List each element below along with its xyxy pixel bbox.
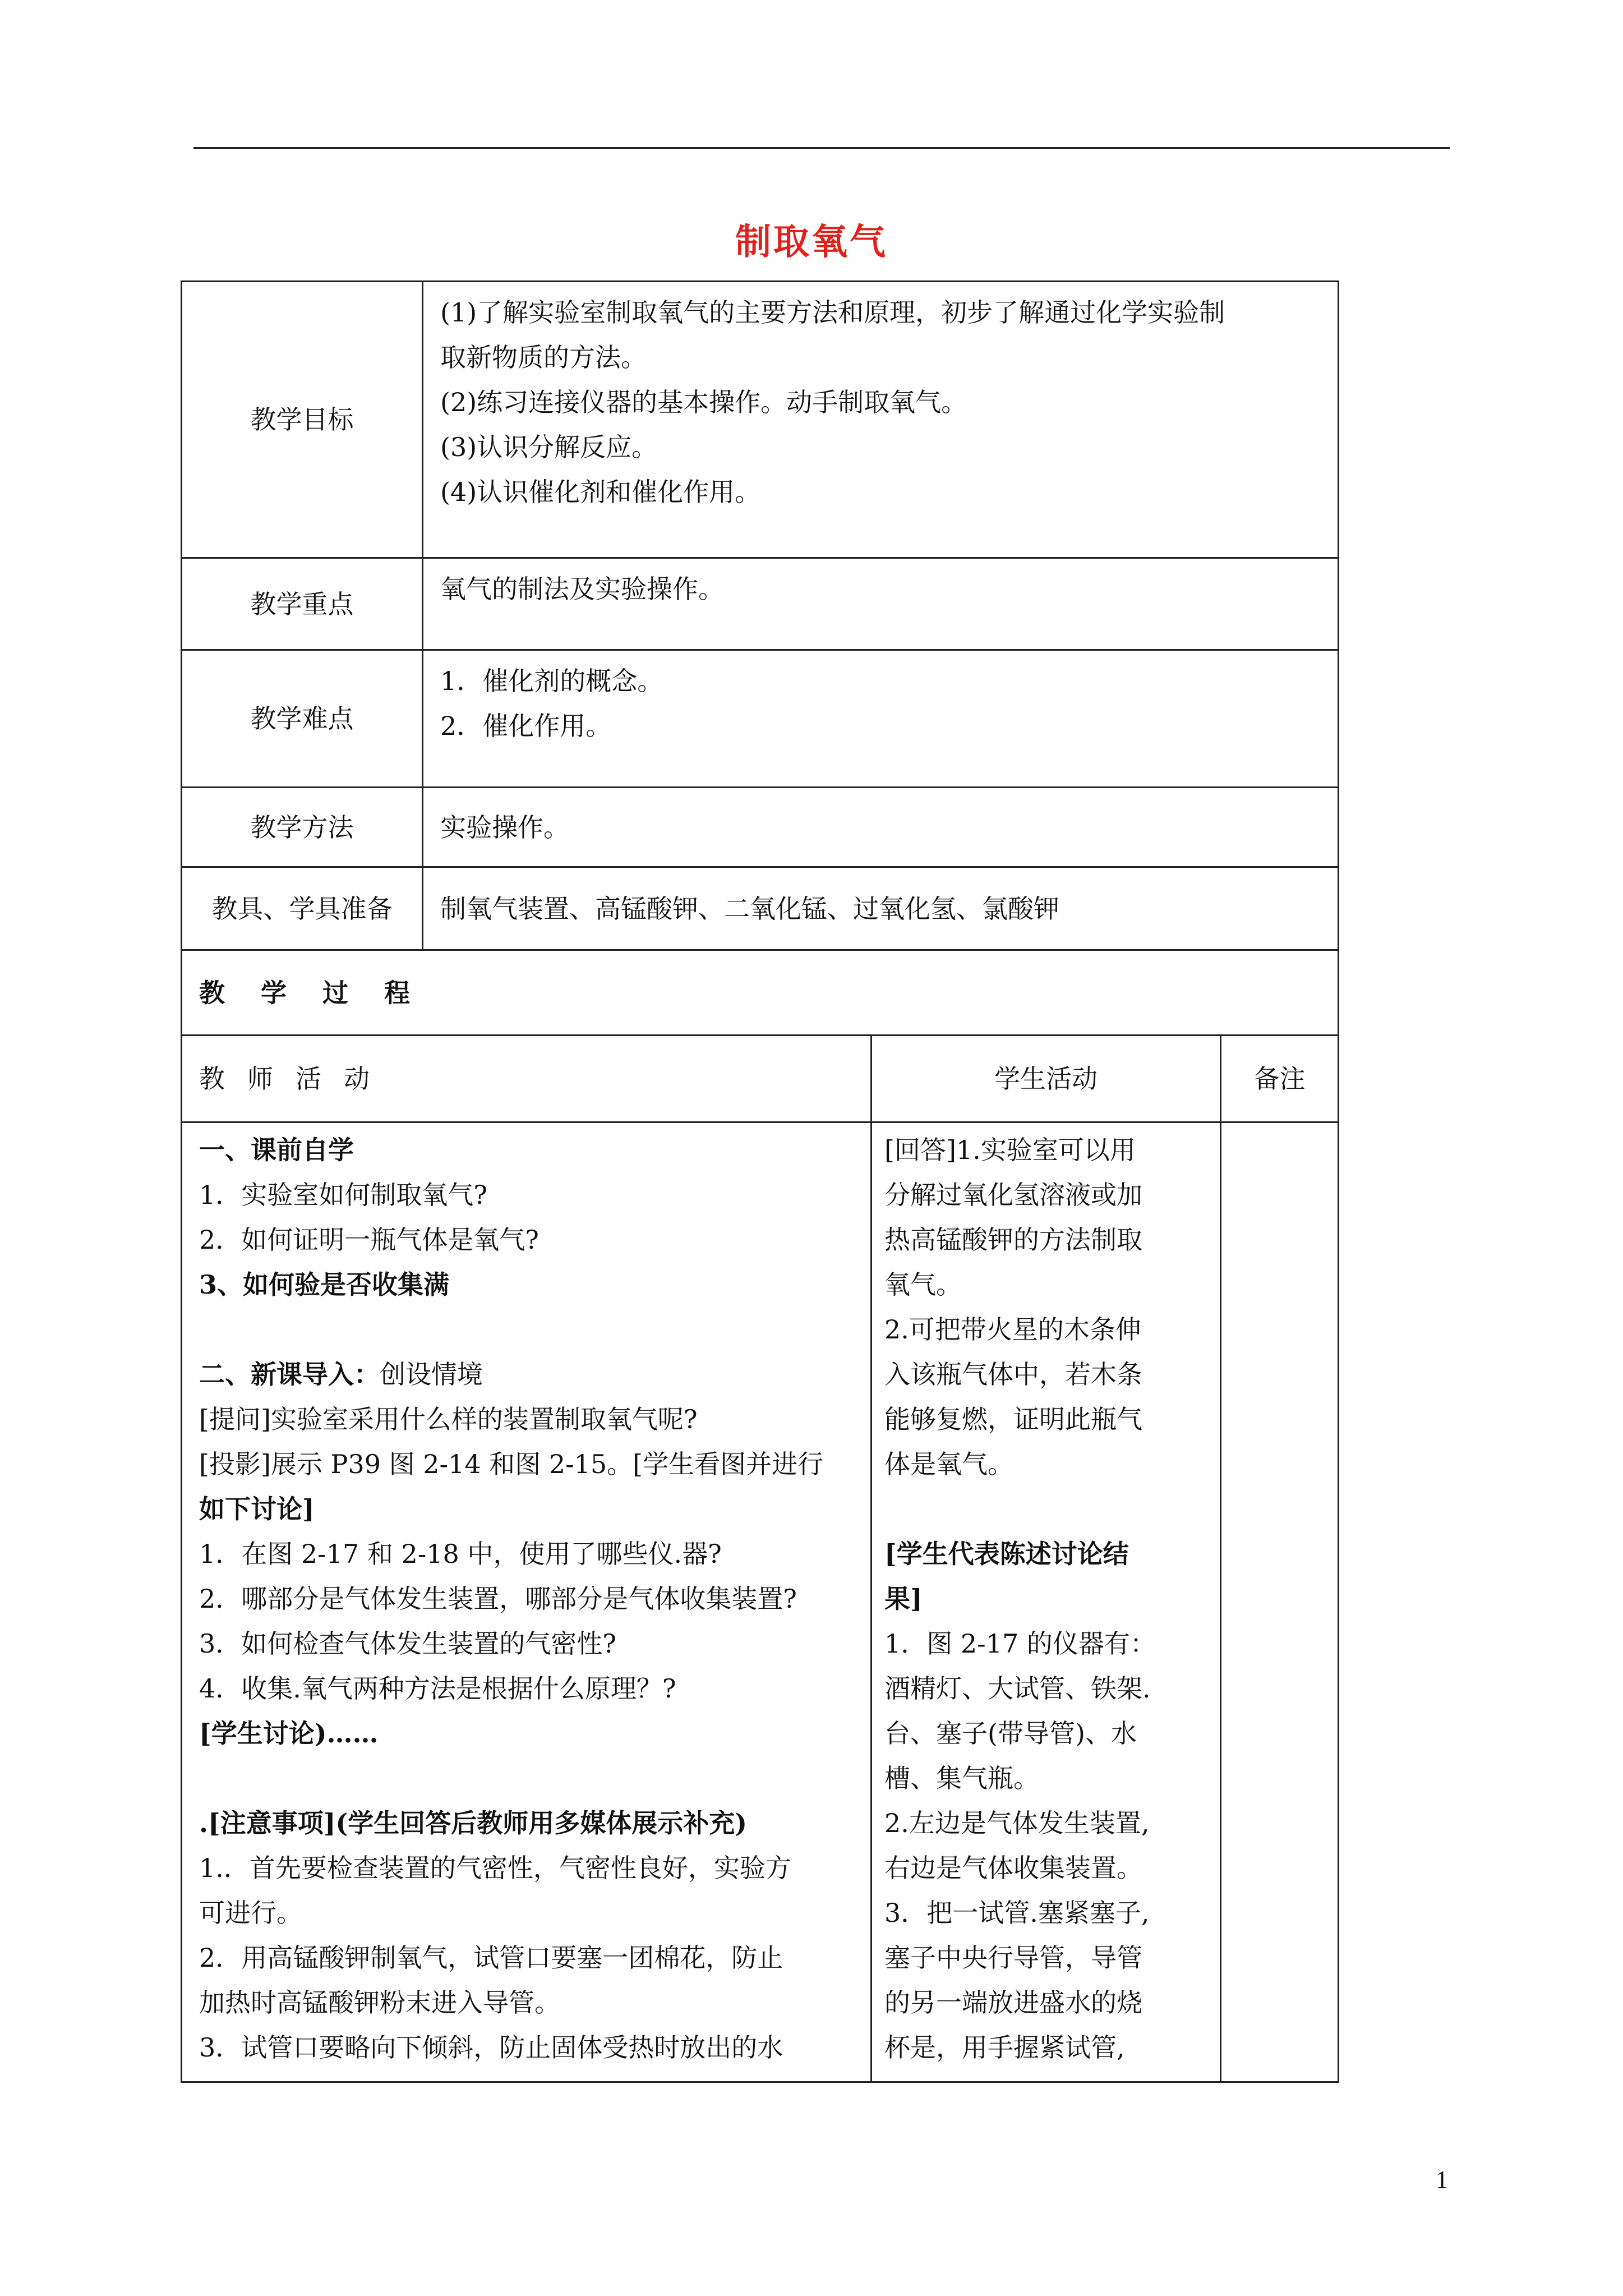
teacher-line: 可进行。 xyxy=(199,1898,302,1928)
label-materials: 教具、学具准备 xyxy=(182,867,423,950)
content-difficulties xyxy=(423,650,1339,788)
header-notes: 备注 xyxy=(1221,1036,1339,1122)
teacher-line: 一、课前自学 xyxy=(199,1135,354,1165)
teacher-line xyxy=(199,1352,865,1397)
student-line: 能够复燃，证明此瓶气 xyxy=(884,1404,1142,1434)
student-line: [学生代表陈述讨论结 xyxy=(884,1539,1129,1569)
student-line: 酒精灯、大试管、铁架. xyxy=(884,1673,1151,1704)
header-student-activity: 学生活动 xyxy=(872,1036,1221,1122)
content-teaching-goals xyxy=(423,282,1339,558)
student-line: 槽、集气瓶。 xyxy=(884,1763,1039,1793)
teacher-line: 1．实验室如何制取氧气? xyxy=(199,1180,487,1210)
content-key-points xyxy=(423,558,1339,650)
teacher-line: [提问]实验室采用什么样的装置制取氧气呢? xyxy=(199,1404,698,1434)
student-line: 右边是气体收集装置。 xyxy=(884,1853,1142,1883)
student-line: 果] xyxy=(884,1584,923,1614)
content-methods xyxy=(423,788,1339,867)
notes-cell xyxy=(1221,1122,1339,2082)
label-difficulties: 教学难点 xyxy=(182,650,423,788)
student-line: 杯是，用手握紧试管, xyxy=(884,2032,1125,2063)
student-line: 2.左边是气体发生装置, xyxy=(884,1808,1150,1838)
teacher-line-bold: 二、新课导入： xyxy=(199,1359,380,1389)
student-line: 3．把一试管.塞紧塞子, xyxy=(884,1898,1150,1928)
row-difficulties xyxy=(182,650,1339,788)
lesson-plan-table xyxy=(181,280,1339,2083)
label-key-points: 教学重点 xyxy=(182,558,423,650)
header-rule xyxy=(193,147,1450,149)
row-key-points xyxy=(182,558,1339,650)
goal-line: (4)认识催化剂和催化作用。 xyxy=(440,477,761,507)
teacher-line: .[注意事项](学生回答后教师用多媒体展示补充) xyxy=(199,1808,748,1838)
teacher-line: 加热时高锰酸钾粉末进入导管。 xyxy=(199,1987,560,2018)
key-point-line: 氧气的制法及实验操作。 xyxy=(440,574,724,604)
student-line: 的另一端放进盛水的烧 xyxy=(884,1987,1142,2018)
row-activities xyxy=(182,1122,1339,2082)
student-line: 热高锰酸钾的方法制取 xyxy=(884,1225,1142,1255)
teacher-line xyxy=(199,1756,865,1801)
label-methods: 教学方法 xyxy=(182,788,423,867)
method-line: 实验操作。 xyxy=(440,812,569,843)
teacher-line-rest: 创设情境 xyxy=(380,1359,483,1389)
student-line: 氧气。 xyxy=(884,1269,962,1300)
teacher-line: 2．如何证明一瓶气体是氧气? xyxy=(199,1225,539,1255)
student-line: 2.可把带火星的木条伸 xyxy=(884,1314,1141,1345)
row-materials xyxy=(182,867,1339,950)
teacher-line: 3．试管口要略向下倾斜，防止固体受热时放出的水 xyxy=(199,2032,783,2063)
teacher-line: 如下讨论] xyxy=(199,1494,315,1524)
teacher-activity-cell xyxy=(182,1122,872,2082)
materials-line: 制氧气装置、高锰酸钾、二氧化锰、过氧化氢、氯酸钾 xyxy=(440,893,1059,924)
teacher-line: 1.．首先要检查装置的气密性，气密性良好，实验方 xyxy=(199,1853,791,1883)
teacher-line xyxy=(199,1307,865,1352)
student-line: 分解过氧化氢溶液或加 xyxy=(884,1180,1142,1210)
row-teaching-goals xyxy=(182,282,1339,558)
page-number: 1 xyxy=(1436,2166,1448,2193)
goal-line: (3)认识分解反应。 xyxy=(440,432,658,462)
process-title: 教学过程 xyxy=(182,950,1339,1036)
teacher-line: [学生讨论)…… xyxy=(199,1718,379,1749)
student-line: [回答]1.实验室可以用 xyxy=(884,1135,1136,1165)
label-teaching-goals: 教学目标 xyxy=(182,282,423,558)
row-column-headers xyxy=(182,1036,1339,1122)
row-methods xyxy=(182,788,1339,867)
student-line: 入该瓶气体中，若木条 xyxy=(884,1359,1142,1389)
goal-line: (1)了解实验室制取氧气的主要方法和原理，初步了解通过化学实验制 xyxy=(440,297,1225,328)
teacher-line: [投影]展示 P39 图 2-14 和图 2-15。[学生看图并进行 xyxy=(199,1449,824,1479)
teacher-line: 4．收集.氧气两种方法是根据什么原理？? xyxy=(199,1673,676,1704)
page-title: 制取氧气 xyxy=(735,222,888,263)
teacher-line: 3、如何验是否收集满 xyxy=(199,1269,450,1300)
teacher-line: 1．在图 2-17 和 2-18 中，使用了哪些仪.器? xyxy=(199,1539,722,1569)
goal-line: (2)练习连接仪器的基本操作。动手制取氧气。 xyxy=(440,387,967,417)
row-process-title xyxy=(182,950,1339,1036)
student-line: 塞子中央行导管，导管 xyxy=(884,1943,1142,1973)
content-materials xyxy=(423,867,1339,950)
header-teacher-activity: 教师活动 xyxy=(182,1036,872,1122)
student-line: 体是氧气。 xyxy=(884,1449,1013,1479)
student-line: 1．图 2-17 的仪器有： xyxy=(884,1628,1156,1659)
teacher-line: 3．如何检查气体发生装置的气密性? xyxy=(199,1628,616,1659)
teacher-line: 2．哪部分是气体发生装置，哪部分是气体收集装置? xyxy=(199,1584,797,1614)
student-line xyxy=(884,1487,1214,1531)
student-line: 台、塞子(带导管)、水 xyxy=(884,1718,1137,1749)
difficulty-line: 2．催化作用。 xyxy=(440,711,612,741)
difficulty-line: 1．催化剂的概念。 xyxy=(440,666,663,696)
student-activity-cell xyxy=(872,1122,1221,2082)
teacher-line: 2．用高锰酸钾制氧气，试管口要塞一团棉花，防止 xyxy=(199,1943,783,1973)
goal-line: 取新物质的方法。 xyxy=(440,342,647,372)
